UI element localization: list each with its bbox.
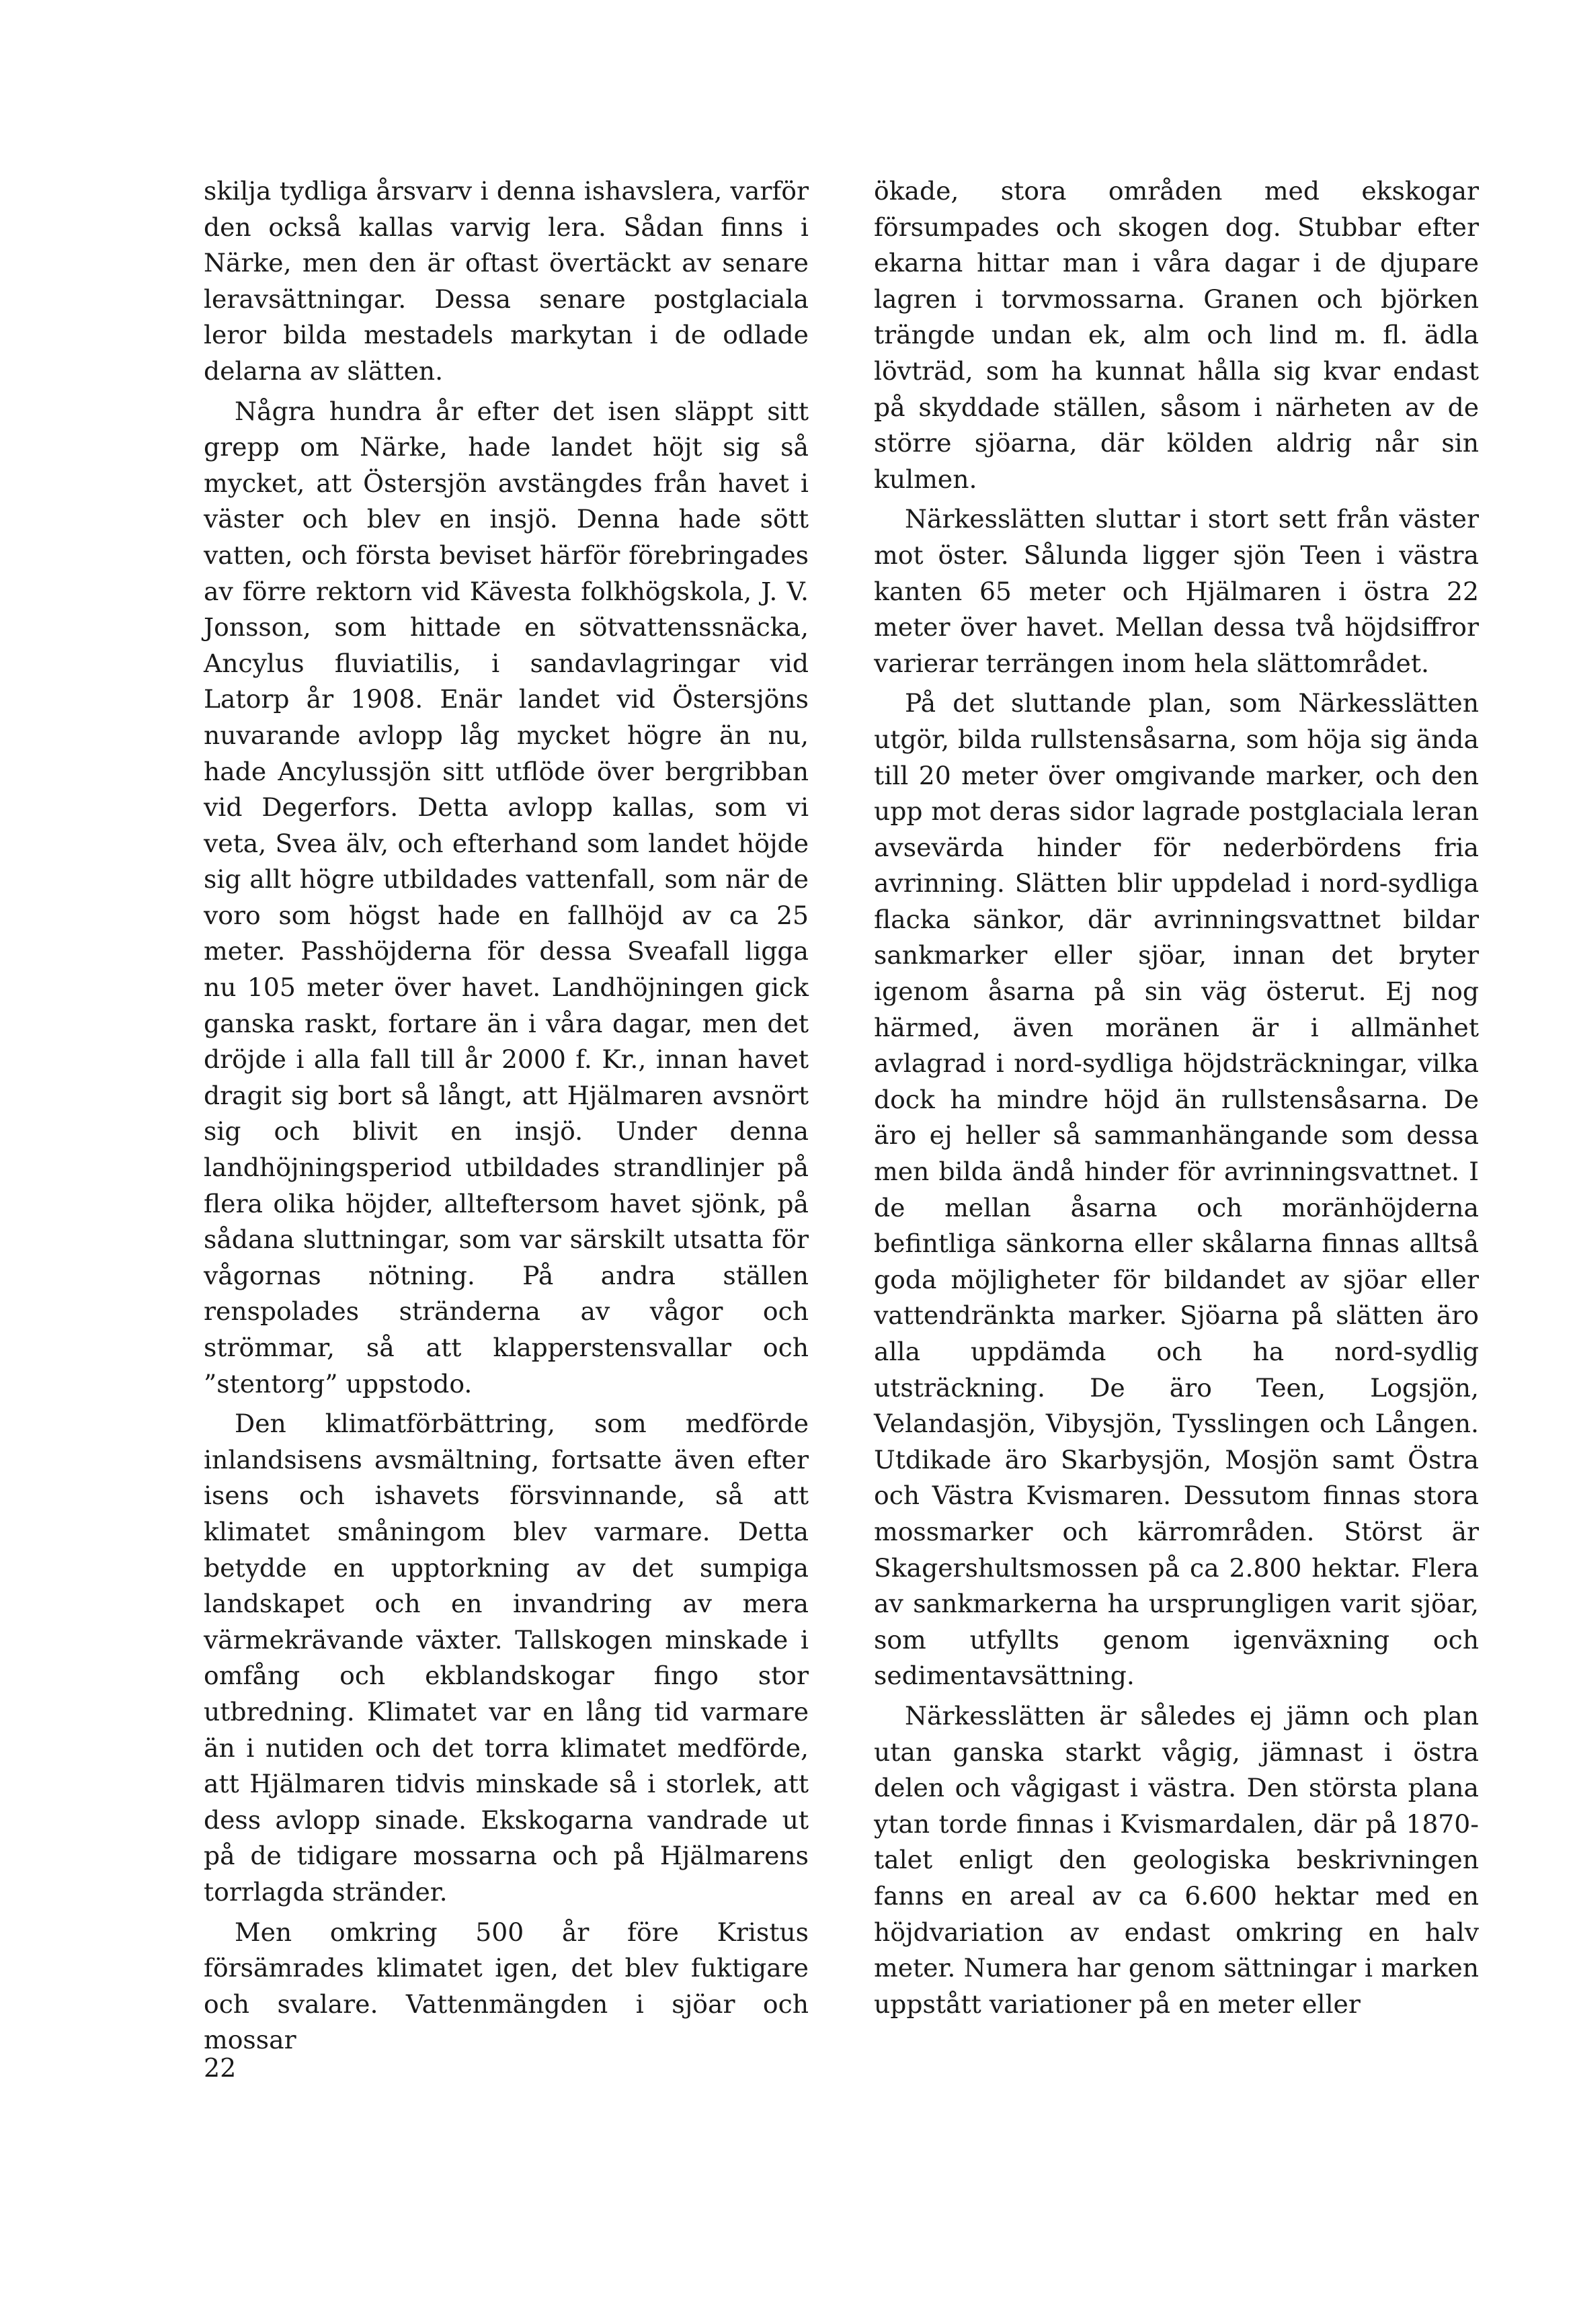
right-column xyxy=(874,173,1479,2022)
paragraph: Närkesslätten är således ej jämn och plan utan ganska starkt vågig, jämnast i östra delen och vågigast i västra. Den största plana ytan torde finnas i Kvismardalen, där på 1870-talet enligt den geologiska beskrivningen fanns en areal av ca 6.600 hektar med en höjdvariation av endast omkring en halv meter. Numera har genom sättningar i marken uppstått variationer på en meter eller xyxy=(874,1700,1479,2019)
paragraph: ökade, stora områden med ekskogar försumpades och skogen dog. Stubbar efter ekarna hittar man i våra dagar i de djupare lagren i torvmossarna. Granen och björken trängde undan ek, alm och lind m. fl. ädla lövträd, som ha kunnat hålla sig kvar endast på skyddade ställen, såsom i närheten av de större sjöarna, där kölden aldrig når sin kulmen. xyxy=(874,176,1479,494)
paragraph: På det sluttande plan, som Närkesslätten utgör, bilda rullstensåsarna, som höja sig ända till 20 meter över omgivande marker, och den upp mot deras sidor lagrade postglaciala leran avsevärda hinder för nederbördens fria avrinning. Slätten blir uppdelad i nord-sydliga flacka sänkor, där avrinningsvattnet bildar sankmarker eller sjöar, innan det bryter igenom åsarna på sin väg österut. Ej nog härmed, även moränen är i allmänhet avlagrad i nord-sydliga höjdsträckningar, vilka dock ha mindre höjd än rullstensåsarna. De äro ej heller så sammanhängande som dessa men bilda ändå hinder för avrinningsvattnet. I de mellan åsarna och moränhöjderna befintliga sänkorna eller skålarna finnas alltså goda möjligheter för bildandet av sjöar eller vattendränkta marker. Sjöarna på slätten äro alla uppdämda och ha nord-sydlig utsträckning. De äro Teen, Logsjön, Velandasjön, Vibysjön, Tysslingen och Lången. Utdikade äro Skarbysjön, Mosjön samt Östra och Västra Kvismaren. Dessutom finnas stora mossmarker och kärrområden. Störst är Skagershultsmossen på ca 2.800 hektar. Flera av sankmarkerna ha ursprungligen varit sjöar, som utfyllts genom igenväxning och sedimentavsättning. xyxy=(874,688,1479,1691)
paragraph: skilja tydliga årsvarv i denna ishavslera, varför den också kallas varvig lera. Sådan finns i Närke, men den är oftast övertäckt av senare leravsättningar. Dessa senare postglaciala leror bilda mestadels markytan i de odlade delarna av slätten. xyxy=(204,176,809,386)
left-column xyxy=(204,173,809,2059)
paragraph: Några hundra år efter det isen släppt sitt grepp om Närke, hade landet höjt sig så mycket, att Östersjön avstängdes från havet i väster och blev en insjö. Denna hade sött vatten, och första beviset härför förebringades av förre rektorn vid Kävesta folkhögskola, J. V. Jonsson, som hittade en sötvattenssnäcka, Ancylus fluviatilis, i sandavlagringar vid Latorp år 1908. Enär landet vid Östersjöns nuvarande avlopp låg mycket högre än nu, hade Ancylussjön sitt utflöde över bergribban vid Degerfors. Detta avlopp kallas, som vi veta, Svea älv, och efterhand som landet höjde sig allt högre utbildades vattenfall, som när de voro som högst hade en fallhöjd av ca 25 meter. Passhöjderna för dessa Sveafall ligga nu 105 meter över havet. Landhöjningen gick ganska raskt, fortare än i våra dagar, men det dröjde i alla fall till år 2000 f. Kr., innan havet dragit sig bort så långt, att Hjälmaren avsnört sig och blivit en insjö. Under denna landhöjningsperiod utbildades strandlinjer på flera olika höjder, allteftersom havet sjönk, på sådana sluttningar, som var särskilt utsatta för vågornas nötning. På andra ställen renspolades stränderna av vågor och strömmar, så att klapperstensvallar och ”stentorg” uppstodo. xyxy=(204,396,809,1399)
page-number: 22 xyxy=(204,2053,237,2083)
paragraph: Den klimatförbättring, som medförde inlandsisens avsmältning, fortsatte även efter isens och ishavets försvinnande, så att klimatet småningom blev varmare. Detta betydde en upptorkning av det sumpiga landskapet och en invandring av mera värmekrävande växter. Tallskogen minskade i omfång och ekblandskogar fingo stor utbredning. Klimatet var en lång tid varmare än i nutiden och det torra klimatet medförde, att Hjälmaren tidvis minskade så i storlek, att dess avlopp sinade. Ekskogarna vandrade ut på de tidigare mossarna och på Hjälmarens torrlagda stränder. xyxy=(204,1409,809,1907)
paragraph: Närkesslätten sluttar i stort sett från väster mot öster. Sålunda ligger sjön Teen i västra kanten 65 meter och Hjälmaren i östra 22 meter över havet. Mellan dessa två höjdsiffror varierar terrängen inom hela slättområdet. xyxy=(874,504,1479,678)
paragraph: Men omkring 500 år före Kristus försämrades klimatet igen, det blev fuktigare och svalare. Vattenmängden i sjöar och mossar xyxy=(204,1917,809,2055)
